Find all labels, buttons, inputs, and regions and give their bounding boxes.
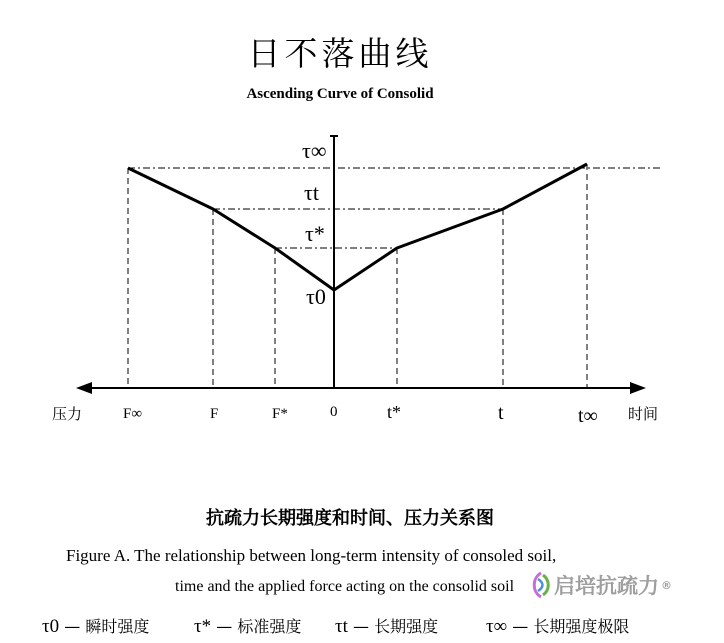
legend-text: — 长期强度极限 bbox=[512, 617, 630, 636]
diagram-title-english: Ascending Curve of Consolid bbox=[246, 86, 434, 102]
caption-english-line-2: time and the applied force acting on the consolid soil bbox=[175, 578, 515, 595]
legend-item-tau-star bbox=[194, 614, 301, 638]
tick-label: t bbox=[498, 402, 504, 424]
legend-text: — 标准强度 bbox=[216, 617, 302, 636]
watermark-logo bbox=[530, 570, 672, 600]
legend-item-tau-inf bbox=[486, 614, 629, 638]
label-tau-0: τ0 bbox=[306, 284, 326, 309]
x-axis-left-arrow bbox=[76, 382, 92, 394]
tick-label: t∞ bbox=[578, 405, 598, 427]
legend-symbol: τ0 bbox=[42, 616, 60, 637]
logo-text: 启培抗疏力 bbox=[554, 574, 659, 598]
label-tau-star: τ* bbox=[305, 221, 325, 246]
legend-text: — 瞬时强度 bbox=[64, 617, 150, 636]
legend-item-tau-0 bbox=[42, 614, 149, 638]
logo-registered-mark: ® bbox=[661, 578, 672, 592]
tick-label: F∞ bbox=[123, 406, 143, 422]
legend-symbol: τt bbox=[335, 616, 348, 637]
label-tau-inf: τ∞ bbox=[302, 138, 327, 163]
diagram-title-chinese: 日不落曲线 bbox=[247, 34, 433, 73]
strength-curve bbox=[128, 164, 587, 290]
logo-swirl-icon bbox=[530, 570, 552, 600]
x-label-pressure: 压力 bbox=[52, 405, 83, 423]
tick-label: 0 bbox=[330, 404, 338, 420]
label-tau-t: τt bbox=[304, 180, 319, 205]
tick-label: F* bbox=[272, 406, 288, 422]
caption-english-line-1: Figure A. The relationship between long-term intensity of consoled soil, bbox=[66, 546, 557, 565]
caption-chinese: 抗疏力长期强度和时间、压力关系图 bbox=[206, 508, 494, 529]
legend-item-tau-t bbox=[335, 614, 438, 638]
tick-label: t* bbox=[387, 402, 402, 422]
legend-symbol: τ* bbox=[194, 616, 212, 637]
x-axis-right-arrow bbox=[630, 382, 646, 394]
legend-symbol: τ∞ bbox=[486, 616, 508, 637]
tick-label: F bbox=[210, 406, 219, 422]
legend-text: — 长期强度 bbox=[353, 617, 439, 636]
x-label-time: 时间 bbox=[628, 405, 659, 423]
